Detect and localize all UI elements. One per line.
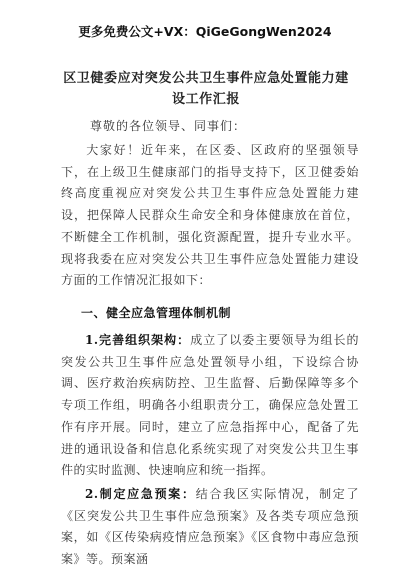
item-1-body: 成立了以委主要领导为组长的突发公共卫生事件应急处置领导小组，下设综合协调、医疗救治疾病防控、卫生监督、后勤保障等多个专项工作组，明确各小组职责分工，确保应急处置工作有序开展。同时，建立了应急指挥中心，配备了先进的通讯设备和信息化系统实现了对突发公共卫生事件的实时监测、快速响应和统一指挥。	[61, 333, 359, 478]
greeting-line: 尊敬的各位领导、同事们：	[90, 119, 247, 133]
item-paragraph-1	[61, 330, 359, 482]
section-heading-1: 一、健全应急管理体制机制	[81, 306, 232, 320]
item-1-lead: 1.完善组织架构：	[85, 333, 191, 347]
intro-paragraph	[61, 140, 359, 292]
promo-banner: 更多免费公文+VX：QiGeGongWen2024	[78, 24, 332, 39]
intro-text: 大家好！近年来，在区委、区政府的坚强领导下，在上级卫生健康部门的指导支持下，区卫健委始终高度重视应对突发公共卫生事件应急处置能力建设，把保障人民群众生命安全和身体健康放在首位，不断健全工作机制，强化资源配置，提升专业水平。现将我委在应对突发公共卫生事件应急处置能力建设方面的工作情况汇报如下：	[61, 143, 359, 288]
item-2-body: 结合我区实际情况，制定了《区突发公共卫生事件应急预案》及各类专项应急预案，如《区传染病疫情应急预案》《区食物中毒应急预案》等。预案涵	[61, 487, 359, 567]
item-2-lead: 2.制定应急预案：	[85, 487, 196, 501]
item-paragraph-2	[61, 484, 359, 571]
document-title: 区卫健委应对突发公共卫生事件应急处置能力建设工作汇报	[63, 71, 349, 107]
